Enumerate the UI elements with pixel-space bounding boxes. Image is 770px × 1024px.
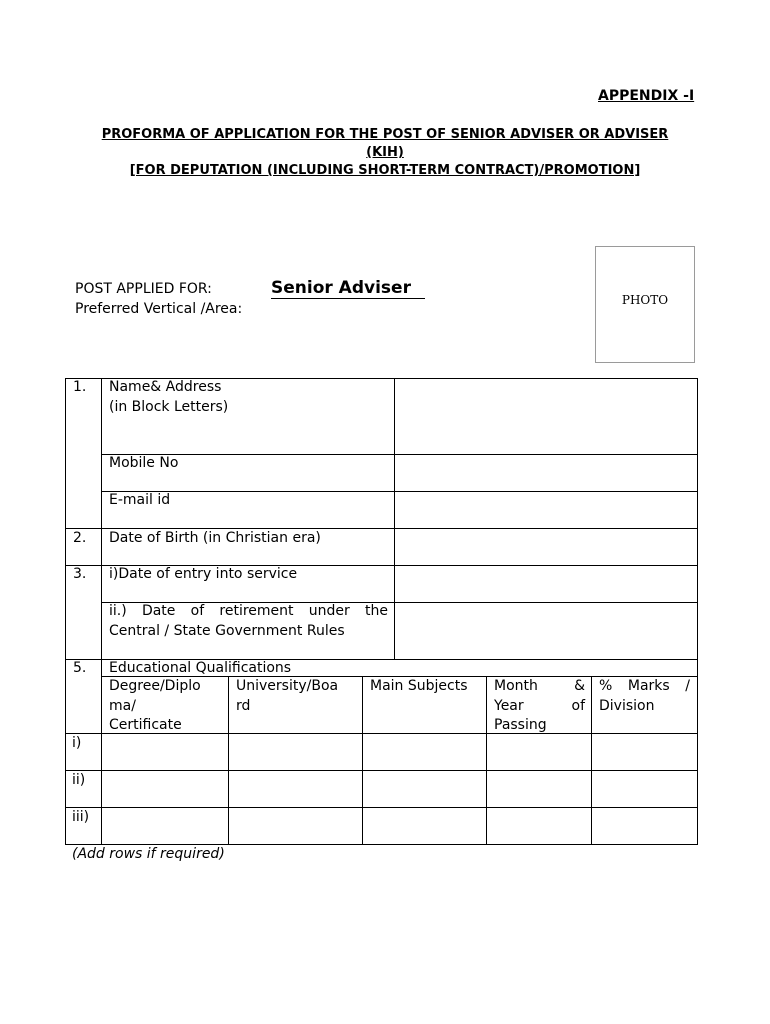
edu-header-degree <box>109 677 201 736</box>
dob-field[interactable] <box>395 529 697 565</box>
post-applied-label: POST APPLIED FOR: <box>75 281 212 297</box>
edu-header-month-year <box>494 677 585 736</box>
name-address-label <box>109 378 228 417</box>
row-5-number: 5. <box>73 660 87 676</box>
edu-header-marks <box>599 677 690 716</box>
add-rows-note: (Add rows if required) <box>72 846 225 862</box>
edu-cell-subjects[interactable] <box>363 808 486 844</box>
edu-row-label: i) <box>72 735 82 751</box>
table-border-right <box>697 378 698 845</box>
edu-cell-marks[interactable] <box>592 808 697 844</box>
edu-header-marks-line: Division <box>599 697 655 714</box>
mobile-no-label: Mobile No <box>109 455 179 471</box>
retirement-date-label-line2: Central / State Government Rules <box>109 622 345 639</box>
edu-header-university-line: rd <box>236 697 251 714</box>
form-subtitle: [FOR DEPUTATION (INCLUDING SHORT-TERM CONTRACT)/PROMOTION] <box>129 163 641 178</box>
edu-header-university <box>236 677 338 716</box>
retirement-date-label-line1: ii.) Date of retirement under the <box>109 603 388 619</box>
edu-row-label: ii) <box>72 772 86 788</box>
preferred-vertical-label: Preferred Vertical /Area: <box>75 301 243 317</box>
appendix-label: APPENDIX -I <box>598 88 695 104</box>
service-entry-label: i)Date of entry into service <box>109 566 298 582</box>
edu-cell-degree[interactable] <box>102 734 228 770</box>
table-num-divider <box>101 378 102 734</box>
row-2-number: 2. <box>73 530 87 546</box>
form-title-kih: (KIH) <box>366 145 404 160</box>
edu-header-subjects: Main Subjects <box>370 678 468 694</box>
name-address-field[interactable] <box>395 379 697 454</box>
edu-cell-university[interactable] <box>229 808 362 844</box>
name-address-label-line1: Name& Address <box>109 379 222 395</box>
service-entry-field[interactable] <box>395 566 697 602</box>
edu-header-month-line: Passing <box>494 717 547 733</box>
edu-cell-marks[interactable] <box>592 771 697 807</box>
table-border-left <box>65 378 66 845</box>
edu-cell-university[interactable] <box>229 734 362 770</box>
retirement-date-label <box>109 602 388 641</box>
edu-cell-subjects[interactable] <box>363 734 486 770</box>
row-3-number: 3. <box>73 566 87 582</box>
edu-header-month-line: Month & <box>494 678 585 694</box>
edu-header-month-line: Year of <box>494 697 585 714</box>
mobile-no-field[interactable] <box>395 455 697 491</box>
edu-cell-university[interactable] <box>229 771 362 807</box>
dob-label: Date of Birth (in Christian era) <box>109 530 321 546</box>
edu-cell-degree[interactable] <box>102 808 228 844</box>
edu-cell-month-year[interactable] <box>487 771 591 807</box>
edu-cell-marks[interactable] <box>592 734 697 770</box>
edu-header-degree-line: ma/ <box>109 697 136 714</box>
photo-label: PHOTO <box>621 293 669 307</box>
row-1-number: 1. <box>73 379 87 395</box>
photo-box <box>595 246 695 363</box>
edu-header-university-line: University/Boa <box>236 678 339 694</box>
edu-header-degree-line: Certificate <box>109 717 182 733</box>
name-address-label-line2: (in Block Letters) <box>109 398 229 415</box>
form-title: PROFORMA OF APPLICATION FOR THE POST OF SENIOR ADVISER OR ADVISER <box>101 127 669 142</box>
edu-cell-month-year[interactable] <box>487 734 591 770</box>
edu-header-marks-line: % Marks / <box>599 678 690 694</box>
edu-header-degree-line: Degree/Diplo <box>109 678 201 694</box>
post-applied-value: Senior Adviser <box>271 278 425 299</box>
edu-cell-degree[interactable] <box>102 771 228 807</box>
edu-cell-month-year[interactable] <box>487 808 591 844</box>
edu-row-label: iii) <box>72 809 90 825</box>
email-label: E-mail id <box>109 492 171 508</box>
edu-cell-subjects[interactable] <box>363 771 486 807</box>
educational-qualifications-label: Educational Qualifications <box>109 660 292 676</box>
email-field[interactable] <box>395 492 697 528</box>
retirement-date-field[interactable] <box>395 603 697 659</box>
